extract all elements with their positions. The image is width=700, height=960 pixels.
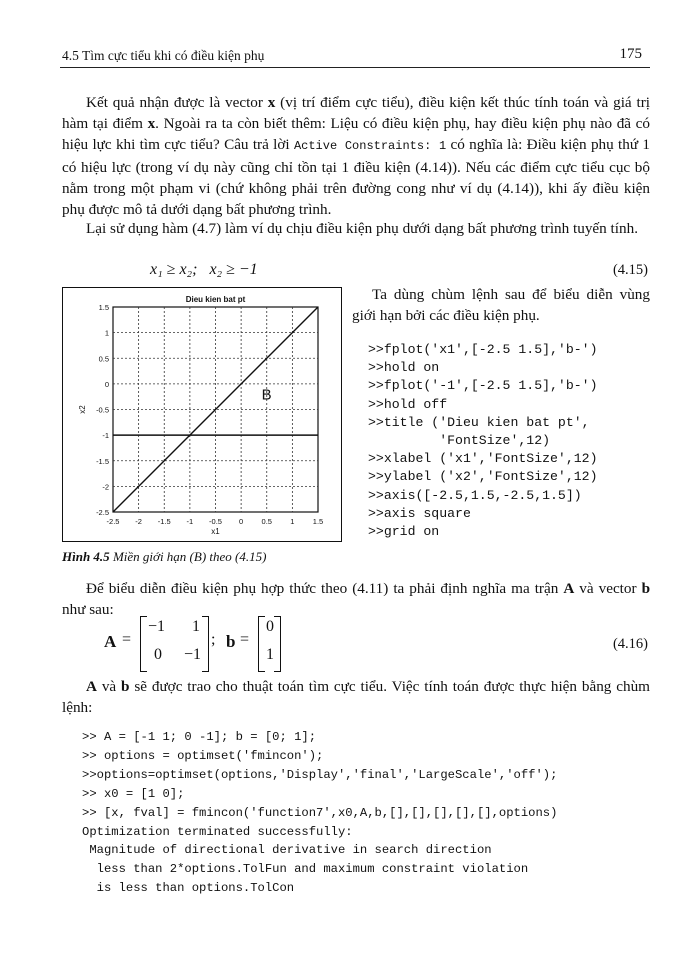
code-line: >>hold on xyxy=(368,360,440,376)
y-tick-label: -1 xyxy=(102,431,109,441)
y-tick-label: -0.5 xyxy=(96,405,109,415)
y-tick-label: -1.5 xyxy=(96,456,109,466)
y-tick-label: 1.5 xyxy=(98,303,109,312)
y-tick-label: -2 xyxy=(102,482,109,492)
code-line: >>options=optimset(options,'Display','final','LargeScale','off'); xyxy=(82,767,558,782)
paragraph-4: A và b sẽ được trao cho thuật toán tìm cực tiểu. Việc tính toán được thực hiện bằng chùm lệnh: xyxy=(62,678,650,716)
equation-4-15: x₁ ≥ x₂; x₂ ≥ −1 xyxy=(150,261,258,278)
page-number: 175 xyxy=(619,46,642,62)
constraint-chart xyxy=(63,288,341,541)
code-line: >> x0 = [1 0]; xyxy=(82,786,185,801)
code-line: >>xlabel ('x1','FontSize',12) xyxy=(368,451,598,467)
code-line: >>ylabel ('x2','FontSize',12) xyxy=(368,469,598,485)
bracket-right-A xyxy=(202,616,209,672)
code-line: >>axis square xyxy=(368,505,471,521)
code-line: >>fplot('x1',[-2.5 1.5],'b-') xyxy=(368,342,598,357)
paragraph-3: Để biểu diễn điều kiện phụ hợp thức theo (4.11) ta phải định nghĩa ma trận A và vector b như sau: xyxy=(62,580,651,618)
code-line: less than 2*options.TolFun and maximum constraint violation xyxy=(82,862,529,877)
code-line: Optimization terminated successfully: xyxy=(82,824,353,839)
code-line: >> options = optimset('fmincon'); xyxy=(82,748,324,763)
figure-caption: Hình 4.5 Miền giới hạn (B) theo (4.15) xyxy=(62,549,267,564)
y-tick-label: -2.5 xyxy=(96,508,109,517)
x-tick-label: -0.5 xyxy=(209,517,222,526)
y-tick-label: 0 xyxy=(104,379,109,389)
code-line: Magnitude of directional derivative in search direction xyxy=(82,843,492,858)
paragraph-2: Lại sử dụng hàm (4.7) làm ví dụ chịu điều kiện phụ dưới dạng bất phương trình tuyến tính. xyxy=(86,220,638,237)
equation-number-4-15: (4.15) xyxy=(612,262,648,278)
matrix-A-label: A xyxy=(104,632,117,651)
x-tick-label: -1 xyxy=(186,517,194,526)
side-paragraph: Ta dùng chùm lệnh sau để biểu diễn vùng giới hạn bởi các điều kiện phụ. xyxy=(352,286,650,324)
equals-sign-2: = xyxy=(240,631,250,648)
equals-sign: = xyxy=(122,631,132,648)
x-tick-label: 1 xyxy=(290,517,295,526)
chart-title: Dieu kien bat pt xyxy=(185,295,246,304)
bracket-left-b xyxy=(258,616,265,672)
x-tick-label: 0 xyxy=(239,517,244,526)
y-tick-label: 1 xyxy=(104,328,109,338)
bracket-left-A xyxy=(140,616,147,672)
vector-b1: 0 xyxy=(266,618,274,635)
y-axis-label: x2 xyxy=(78,405,87,414)
annotation-label: B xyxy=(261,386,272,404)
matrix-a11: −1 xyxy=(148,618,166,635)
bracket-right-b xyxy=(274,616,281,672)
x-tick-label: -2 xyxy=(135,517,142,526)
x-tick-label: 1.5 xyxy=(312,517,324,526)
code-line: 'FontSize',12) xyxy=(368,433,551,448)
running-header: 4.5 Tìm cực tiểu khi có điều kiện phụ xyxy=(62,48,265,63)
matrix-a22: −1 xyxy=(184,646,202,663)
code-line: >>fplot('-1',[-2.5 1.5],'b-') xyxy=(368,378,598,394)
code-line: >> [x, fval] = fmincon('function7',x0,A,b,[],[],[],[],[],options) xyxy=(82,805,558,820)
x-tick-label: -1.5 xyxy=(157,517,171,526)
x-tick-label: 0.5 xyxy=(261,517,272,526)
vector-b2: 1 xyxy=(266,646,274,663)
code-line: >> A = [-1 1; 0 -1]; b = [0; 1]; xyxy=(82,730,317,744)
y-tick-label: 0.5 xyxy=(98,354,109,364)
matrix-a12: 1 xyxy=(192,618,200,635)
x-axis-label: x1 xyxy=(211,527,220,536)
code-line: is less than options.TolCon xyxy=(82,881,295,896)
code-line: >>axis([-2.5,1.5,-2.5,1.5]) xyxy=(368,487,582,503)
x-tick-label: -2.5 xyxy=(106,517,120,526)
code-line: >>hold off xyxy=(368,396,448,412)
vector-b-label: b xyxy=(226,632,236,651)
code-line: >>grid on xyxy=(368,524,440,539)
matrix-separator: ; xyxy=(211,631,216,648)
header-rule xyxy=(60,67,650,68)
paragraph-1: Kết quả nhận được là vector x (vị trí điểm cực tiểu), điều kiện kết thúc tính toán và giá trị hàm tại điểm x. Ngoài ra ta còn biết thêm: Liệu có điều kiện phụ, hay điều kiện phụ nào đã có hiệu lực khi tìm cực tiểu? Câu trả lời Active Constraints: 1 có nghĩa là: Điều kiện phụ thứ 1 có hiệu lực (trong ví dụ này cũng chỉ tồn tại 1 điều kiện (4.14)). Nếu các điểm cực tiểu cục bộ nằm trong một phạm vi (chứ không phải trên đường cong như ví dụ (4.14)), khi ấy điều kiện phụ được mô tả dưới dạng bất phương trình. xyxy=(62,94,651,218)
figure-frame xyxy=(62,287,342,542)
code-line: >>title ('Dieu kien bat pt', xyxy=(368,414,590,430)
equation-4-16 xyxy=(104,616,344,672)
matrix-a21: 0 xyxy=(154,646,162,663)
equation-number-4-16: (4.16) xyxy=(612,636,648,652)
